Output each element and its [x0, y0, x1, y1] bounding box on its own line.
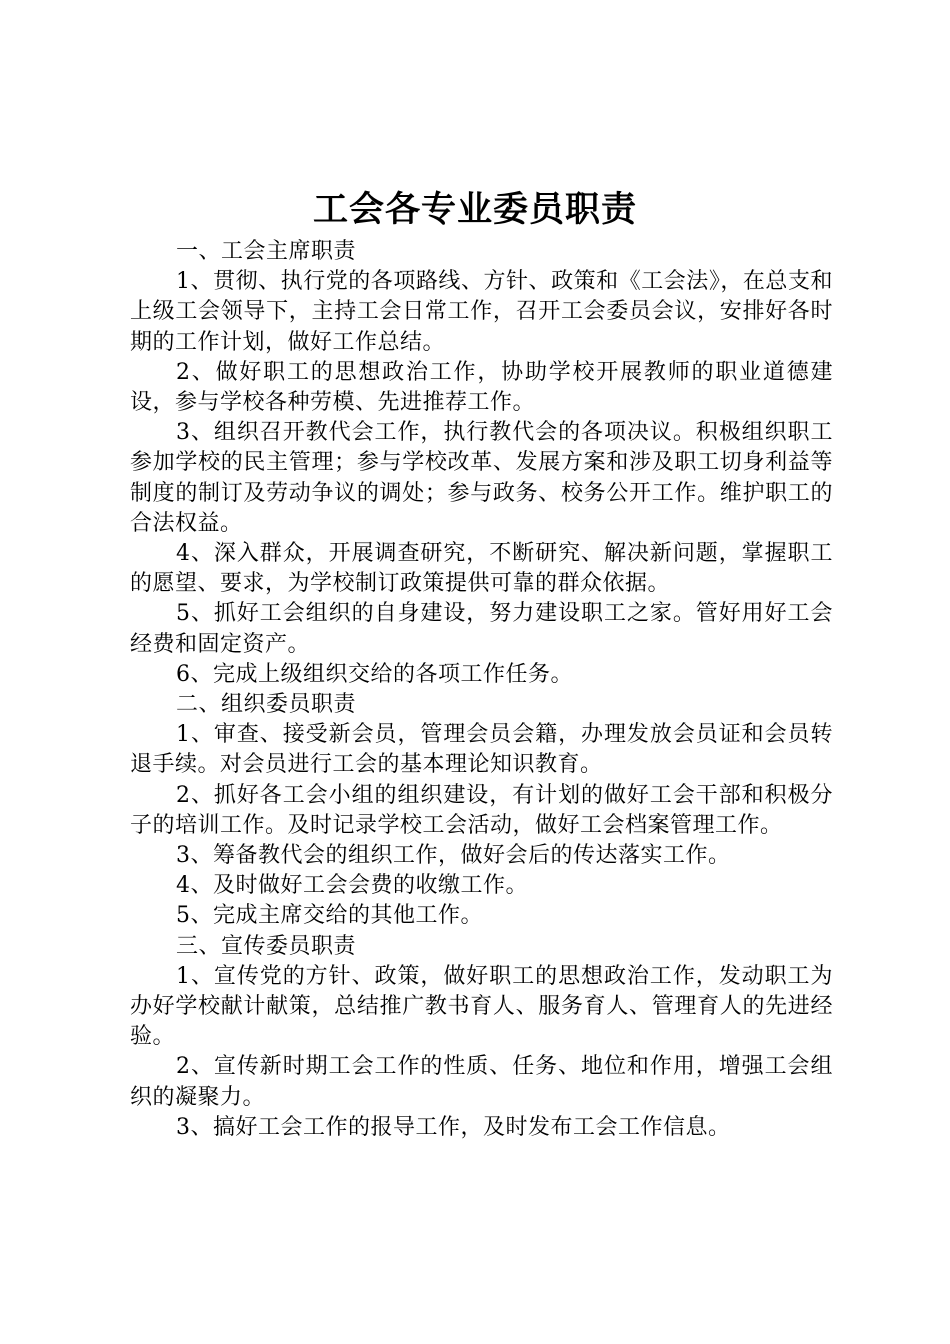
list-item: 3、组织召开教代会工作，执行教代会的各项决议。积极组织职工参加学校的民主管理；参与学校改革、发展方案和涉及职工切身利益等制度的制订及劳动争议的调处；参与政务、校务公开工作。维护职工的合法权益。: [130, 420, 833, 536]
list-item: 6、完成上级组织交给的各项工作任务。: [176, 661, 573, 687]
list-item: 4、及时做好工会会费的收缴工作。: [176, 873, 528, 899]
list-item: 2、做好职工的思想政治工作，协助学校开展教师的职业道德建设，参与学校各种劳模、先进推荐工作。: [130, 359, 833, 416]
section-heading: 二、组织委员职责: [176, 692, 357, 718]
list-item: 2、抓好各工会小组的组织建设，有计划的做好工会干部和积极分子的培训工作。及时记录学校工会活动，做好工会档案管理工作。: [130, 782, 833, 838]
section-heading: 一、工会主席职责: [176, 239, 357, 264]
section-publicity: [130, 932, 833, 1143]
list-item: 1、审查、接受新会员，管理会员会籍，办理发放会员证和会员转退手续。对会员进行工会的基本理论知识教育。: [130, 722, 833, 778]
list-item: 2、宣传新时期工会工作的性质、任务、地位和作用，增强工会组织的凝聚力。: [130, 1054, 833, 1110]
list-item: 5、完成主席交给的其他工作。: [176, 903, 483, 929]
list-item: 3、筹备教代会的组织工作，做好会后的传达落实工作。: [176, 843, 731, 869]
list-item: 5、抓好工会组织的自身建设，努力建设职工之家。管好用好工会经费和固定资产。: [130, 601, 833, 657]
section-heading: 三、宣传委员职责: [176, 933, 357, 959]
section-organization: [130, 690, 833, 932]
list-item: 3、搞好工会工作的报导工作，及时发布工会工作信息。: [176, 1114, 731, 1140]
list-item: 4、深入群众，开展调查研究，不断研究、解决新问题，掌握职工的愿望、要求，为学校制订政策提供可靠的群众依据。: [130, 541, 833, 597]
list-item: 1、宣传党的方针、政策，做好职工的思想政治工作，发动职工为办好学校献计献策，总结推广教书育人、服务育人、管理育人的先进经验。: [130, 963, 833, 1050]
document-body: [130, 237, 833, 1143]
list-item: 1、贯彻、执行党的各项路线、方针、政策和《工会法》，在总支和上级工会领导下，主持工会日常工作，召开工会委员会议，安排好各时期的工作计划，做好工作总结。: [130, 269, 833, 355]
section-chairman: [130, 237, 833, 690]
document-title: 工会各专业委员职责: [312, 190, 637, 230]
